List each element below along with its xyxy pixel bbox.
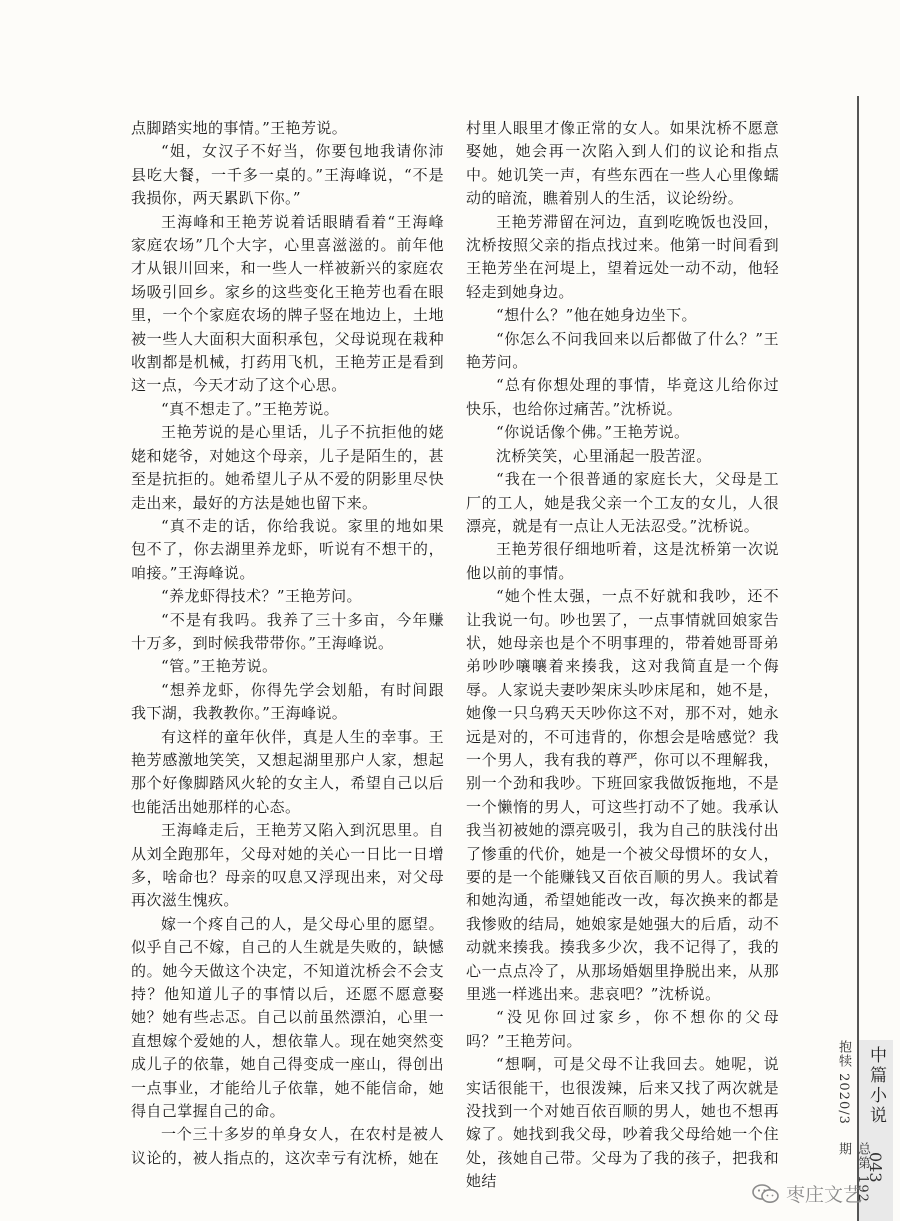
paragraph: 点脚踏实地的事情。”王艳芳说。 [131,119,348,137]
issue-total-label: 总第 192 期 [836,1142,870,1203]
paragraph: “你怎么不问我回来以后都做了什么？”王艳芳问。 [466,329,779,372]
paragraph: 嫁一个疼自己的人，是父母心里的愿望。似乎自己不嫁，自己的人生就是失败的，缺憾的。她今天做这个决定，不知道沈桥会不会支持？他知道儿子的事情以后，还愿不愿意娶她？她有些忐忑。自己以前虽然漂泊，心里一直想嫁个爱她的人，想依靠人。现在她突然变成儿子的依靠，她自己得变成一座山，得创出一点事业，才能给儿子依靠，她不能信命，她得自己掌握自己的命。 [131,914,444,1121]
paragraph: “真不想走了。”王艳芳说。 [161,399,340,418]
paragraph: 村里人眼里才像正常的女人。如果沈桥不愿意娶她，她会再一次陷入到人们的议论和指点中。她讥笑一声，有些东西在一些人心里像蠕动的暗流，瞧着别人的生活，议论纷纷。 [466,119,779,208]
paragraph: 有这样的童年伙伴，真是人生的幸事。王艳芳感激地笑笑，又想起湖里那户人家，想起那个好像脚踏风火轮的女主人，希望自己以后也能活出她那样的心态。 [131,727,444,816]
paragraph: “你说话像个佛。”王艳芳说。 [496,423,690,442]
paragraph: 王艳芳说的是心里话，儿子不抗拒他的姥姥和姥爷，对她这个母亲，儿子是陌生的，甚至是抗拒的。她希望儿子从不爱的阴影里尽快走出来，最好的方法是她也留下来。 [131,423,444,512]
paragraph: “想啊，可是父母不让我回去。她呢，说实话很能干，也很泼辣，后来又找了两次就是没找到一个对她百依百顺的男人，她也不想再嫁了。她找到我父母，吵着我父母给她一个住处，孩她自己带。父母为了我的孩子，把我和她结 [466,1055,779,1191]
paragraph: “养龙虾得技术？”王艳芳问。 [161,587,362,606]
page-number: 043 [866,1152,885,1183]
paragraph: 王艳芳滞留在河边，直到吃晚饭也没回，沈桥按照父亲的指点找过来。他第一时间看到王艳芳坐在河堤上，望着远处一动不动，他轻轻走到她身边。 [466,212,779,301]
text-column-left [131,117,444,1170]
paragraph: “她个性太强，一点不好就和我吵，还不让我说一句。吵也罢了，一点事情就回娘家告状，她母亲也是个不明事理的，带着她哥哥弟弟吵吵嚷嚷着来揍我，这对我简直是一个侮辱。人家说夫妻吵架床头吵床尾和，她不是，她像一只乌鸦天天吵你这不对，那不对，她永远是对的，不可违背的，你想会是啥感觉？我一个男人，我有我的尊严，你可以不理解我，别一个劲和我吵。下班回家我做饭拖地，不是一个懒惰的男人，可这些打动不了她。我承认我当初被她的漂亮吸引，我为自己的肤浅付出了惨重的代价，她是一个被父母惯坏的女人，要的是一个能赚钱又百依百顺的男人。我试着和她沟通，希望她能改一改，每次换来的都是我惨败的结局，她娘家是她强大的后盾，动不动就来揍我。揍我多少次，我不记得了，我的心一点点冷了，从那场婚姻里挣脱出来，从那里逃一样逃出来。悲哀吧？”沈桥说。 [466,587,779,1004]
paragraph: “姐，女汉子不好当，你要包地我请你沛县吃大餐，一千多一桌的。”王海峰说，“不是我损你，两天累趴下你。” [131,142,444,208]
wechat-icon [752,1183,780,1205]
paragraph: 一个三十多岁的单身女人，在农村是被人议论的，被人指点的，这次幸亏有沈桥，她在 [131,1125,444,1167]
account-watermark [752,1180,862,1207]
paragraph: “想养龙虾，你得先学会划船，有时间跟我下湖，我教教你。”王海峰说。 [131,680,444,723]
paragraph: “真不走的话，你给我说。家里的地如果包不了，你去湖里养龙虾，听说有不想干的，咱接。”王海峰说。 [131,516,444,582]
issue-year-label: 抱犊 2020/3 [836,1040,851,1125]
paragraph: 王艳芳很仔细地听着，这是沈桥第一次说他以前的事情。 [466,540,779,582]
paragraph: “不是有我吗。我养了三十多亩，今年赚十万多，到时候我带带你。”王海峰说。 [131,610,444,652]
paragraph: “没见你回过家乡，你不想你的父母吗？”王艳芳问。 [466,1008,779,1050]
section-name: 中篇小说 [866,1046,886,1126]
watermark-text: 枣庄文艺 [786,1184,863,1206]
paragraph: 沈桥笑笑，心里涌起一股苦涩。 [496,446,712,465]
paragraph: 王海峰走后，王艳芳又陷入到沉思里。自从刘全跑那年，父母对她的关心一日比一日增多，啥命也？母亲的叹息又浮现出来，对父母再次滋生愧疚。 [131,821,444,910]
paragraph: “总有你想处理的事情，毕竟这儿给你过快乐，也给你过痛苦。”沈桥说。 [466,376,779,418]
paragraph: “我在一个很普通的家庭长大，父母是工厂的工人，她是我父亲一个工友的女儿，人很漂亮，就是有一点让人无法忍受。”沈桥说。 [466,470,779,535]
paragraph: “想什么？”他在她身边坐下。 [496,306,697,325]
text-column-right [466,117,779,1194]
paragraph: “管。”王艳芳说。 [161,657,278,676]
paragraph: 王海峰和王艳芳说着话眼睛看着“王海峰家庭农场”几个大字，心里喜滋滋的。前年他才从银川回来，和一些人一样被新兴的家庭农场吸引回乡。家乡的这些变化王艳芳也看在眼里，一个个家庭农场的牌子竖在地边上，土地被一些人大面积大面积承包，父母说现在栽种收割都是机械，打药用飞机，王艳芳正是看到这一点，今天才动了这个心思。 [131,212,444,395]
